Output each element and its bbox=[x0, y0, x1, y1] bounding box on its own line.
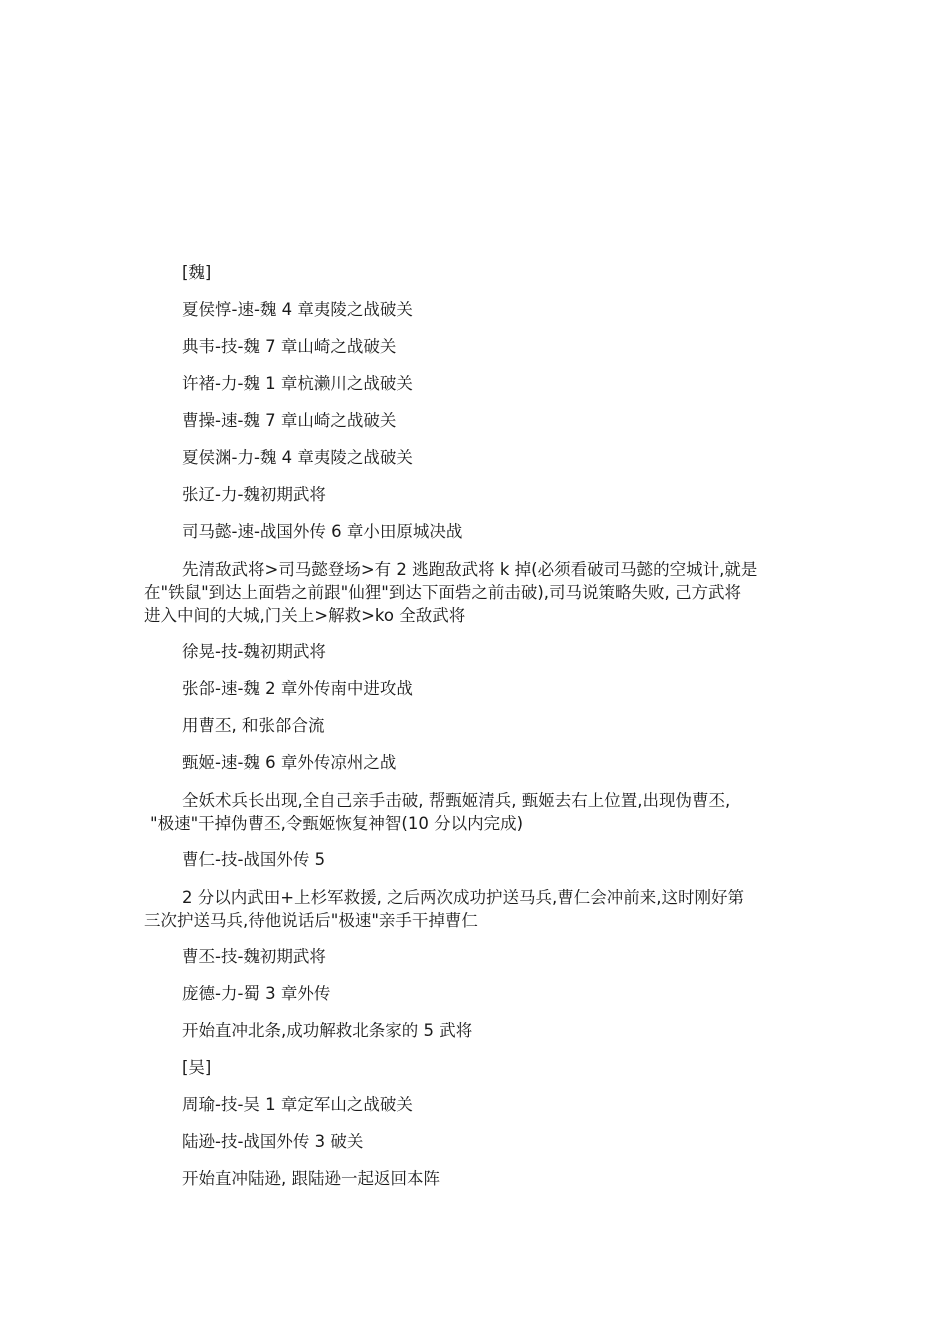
text-line: 夏侯惇-速-魏 4 章夷陵之战破关 bbox=[182, 300, 413, 319]
section-header-wu: [吴] bbox=[182, 1058, 212, 1077]
paragraph-line: 在"铁鼠"到达上面砦之前跟"仙狸"到达下面砦之前击破),司马说策略失败, 己方武将 bbox=[144, 583, 742, 602]
paragraph-line: 三次护送马兵,待他说话后"极速"亲手干掉曹仁 bbox=[144, 911, 478, 930]
text-line: 曹操-速-魏 7 章山崎之战破关 bbox=[182, 411, 397, 430]
paragraph-line: 2 分以内武田+上杉军救援, 之后两次成功护送马兵,曹仁会冲前来,这时刚好第 bbox=[182, 888, 745, 907]
paragraph-simayi bbox=[144, 558, 808, 627]
text-line: 张辽-力-魏初期武将 bbox=[182, 485, 326, 504]
text-line: 甄姬-速-魏 6 章外传凉州之战 bbox=[182, 753, 397, 772]
text-line: 曹仁-技-战国外传 5 bbox=[182, 850, 326, 869]
text-line: 司马懿-速-战国外传 6 章小田原城决战 bbox=[182, 522, 463, 541]
document-body bbox=[144, 262, 808, 1205]
paragraph-line: 先清敌武将>司马懿登场>有 2 逃跑敌武将 k 掉(必须看破司马懿的空城计,就是 bbox=[182, 560, 758, 579]
paragraph-caoren bbox=[144, 886, 808, 932]
text-line: 陆逊-技-战国外传 3 破关 bbox=[182, 1132, 364, 1151]
paragraph-line: 进入中间的大城,门关上>解救>ko 全敌武将 bbox=[144, 606, 466, 625]
text-line: 周瑜-技-吴 1 章定军山之战破关 bbox=[182, 1095, 413, 1114]
paragraph-zhenji bbox=[144, 789, 808, 835]
text-line: 徐晃-技-魏初期武将 bbox=[182, 642, 326, 661]
text-line: 张郃-速-魏 2 章外传南中进攻战 bbox=[182, 679, 413, 698]
paragraph-line: 全妖术兵长出现,全自己亲手击破, 帮甄姬清兵, 甄姬去右上位置,出现伪曹丕, bbox=[182, 791, 731, 810]
paragraph-line: "极速"干掉伪曹丕,令甄姬恢复神智(10 分以内完成) bbox=[150, 814, 524, 833]
text-line: 用曹丕, 和张郃合流 bbox=[182, 716, 325, 735]
text-line: 开始直冲北条,成功解救北条家的 5 武将 bbox=[182, 1021, 473, 1040]
text-line: 夏侯渊-力-魏 4 章夷陵之战破关 bbox=[182, 448, 413, 467]
text-line: 许褚-力-魏 1 章杭濑川之战破关 bbox=[182, 374, 413, 393]
text-line: 典韦-技-魏 7 章山崎之战破关 bbox=[182, 337, 397, 356]
text-line: 开始直冲陆逊, 跟陆逊一起返回本阵 bbox=[182, 1169, 440, 1188]
text-line: 曹丕-技-魏初期武将 bbox=[182, 947, 326, 966]
section-header-wei: [魏] bbox=[182, 263, 212, 282]
text-line: 庞德-力-蜀 3 章外传 bbox=[182, 984, 331, 1003]
